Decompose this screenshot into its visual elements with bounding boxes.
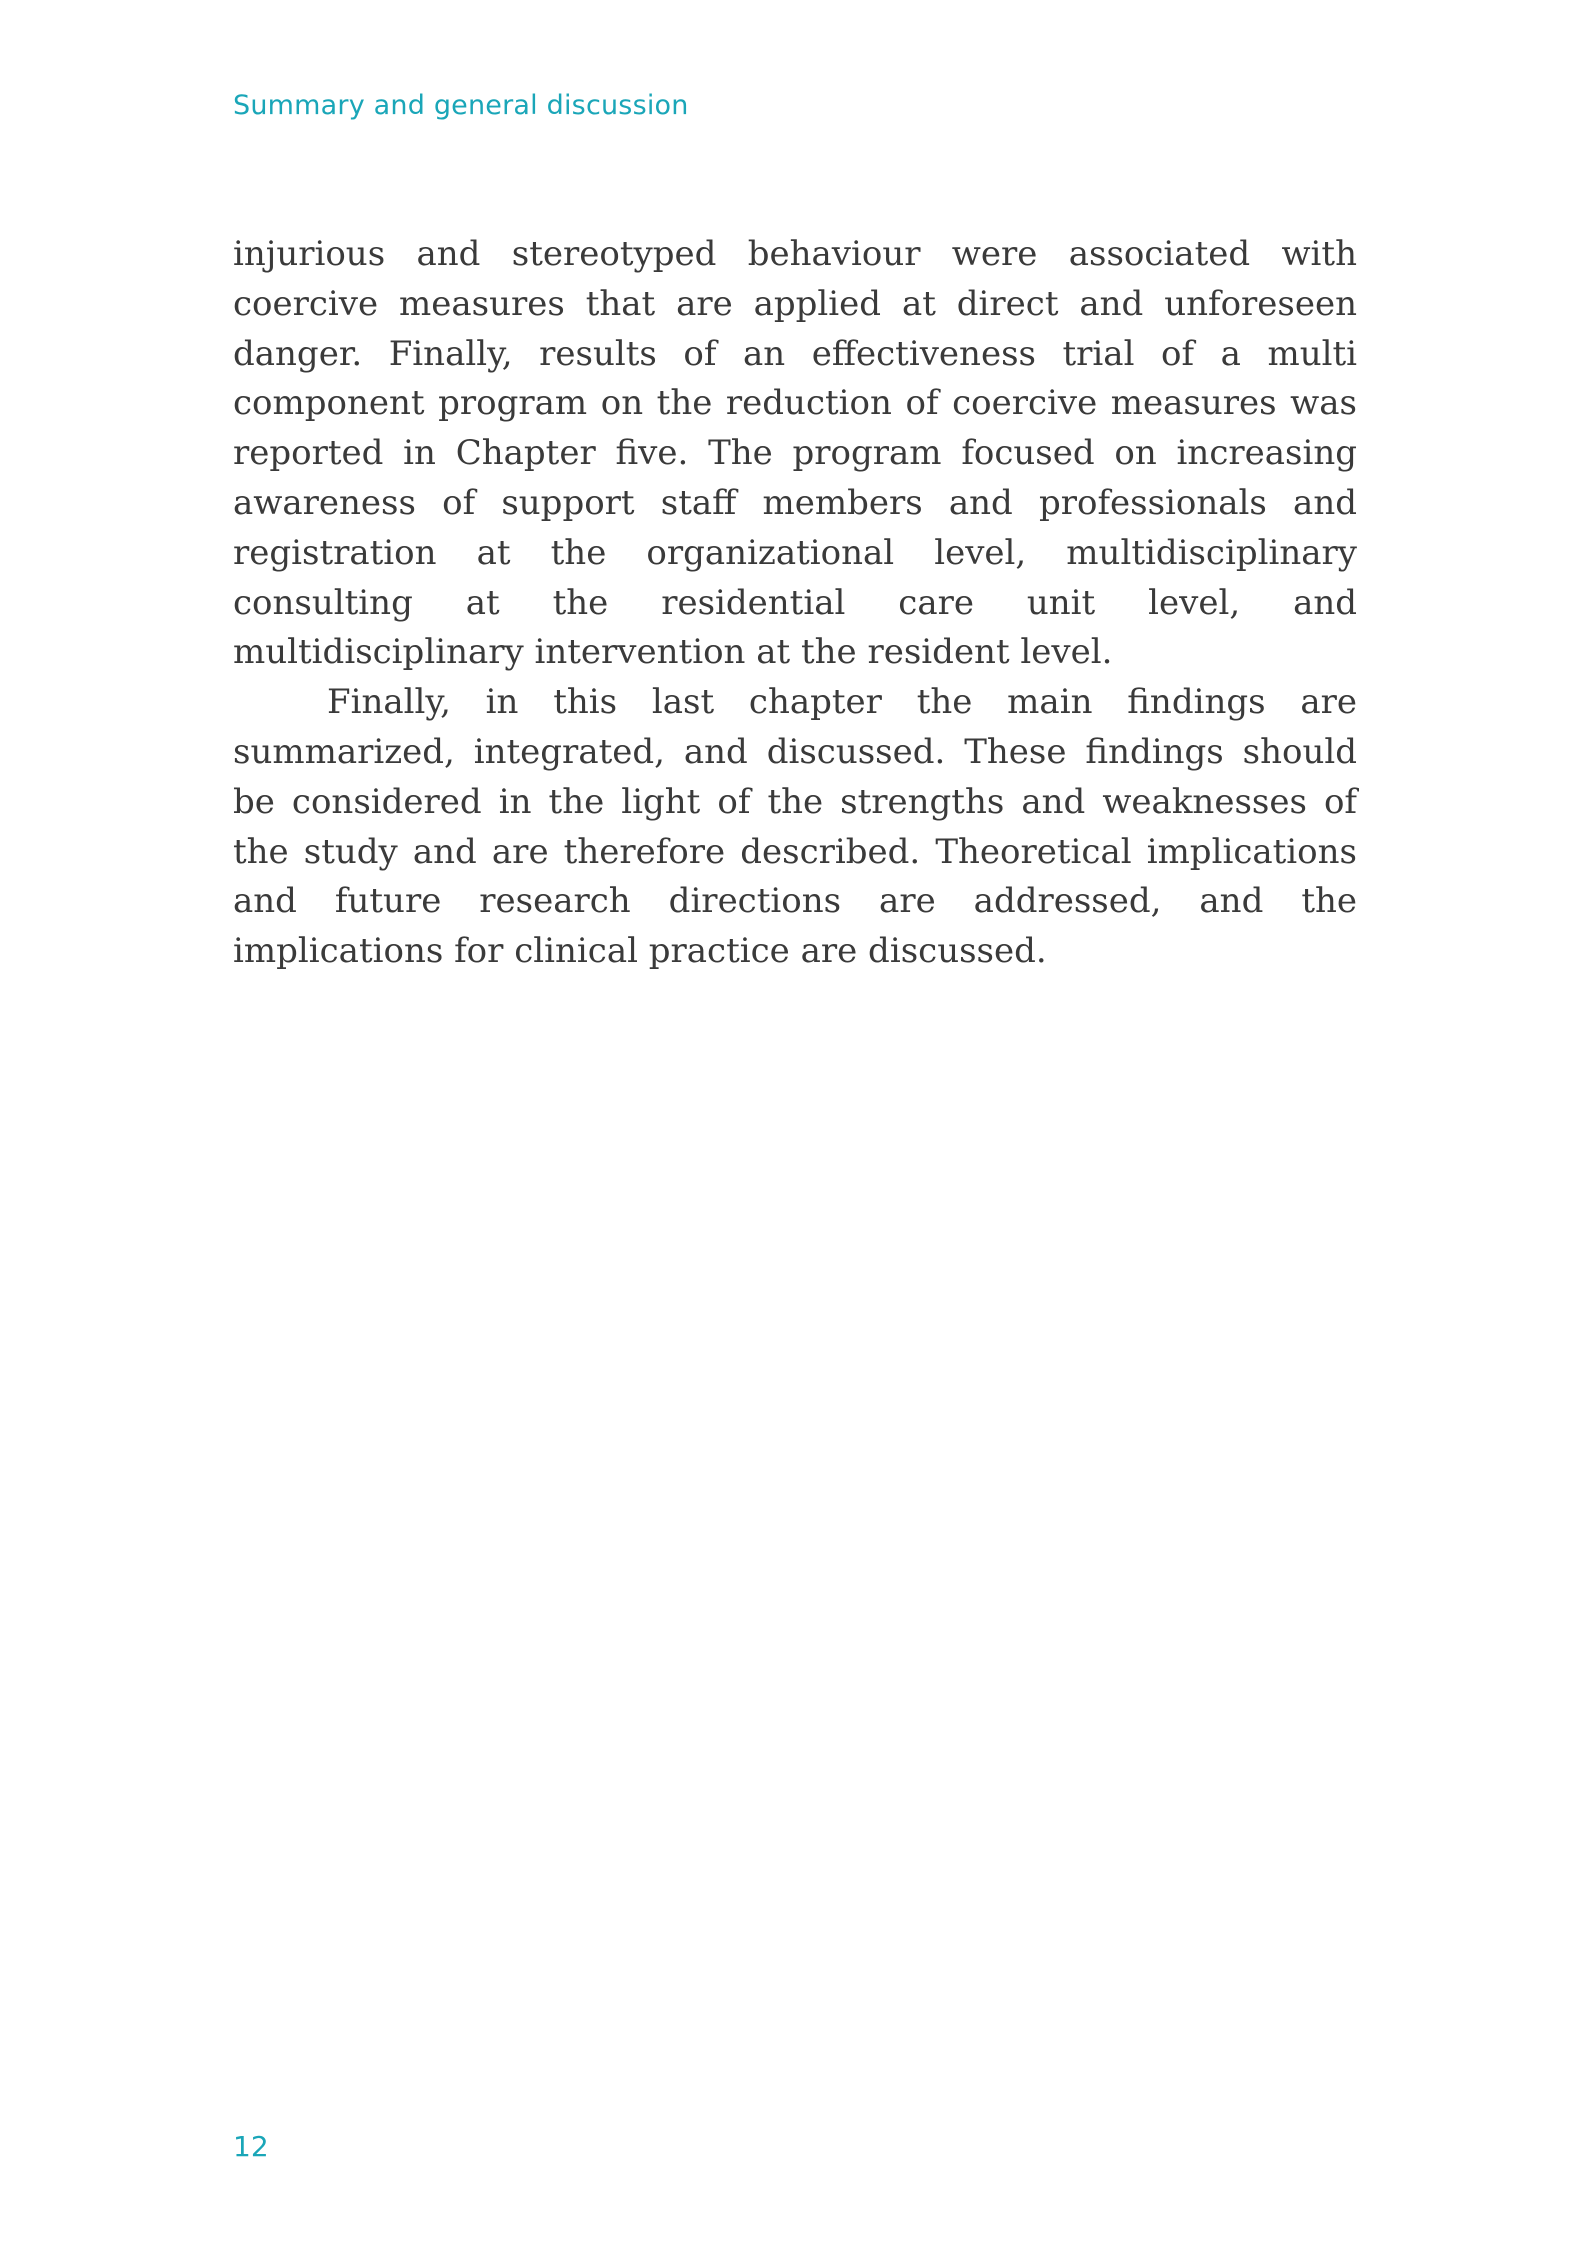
page-number: 12	[233, 2130, 269, 2163]
paragraph-continued: injurious and stereotyped behaviour were associated with coercive measures that are applied at direct and unforeseen danger. Finally, results of an effectiveness trial of a multi component program on the reduction of coercive measures was reported in Chapter five. The program focused on increasing awareness of support staff members and professionals and registration at the organizational level, multidisciplinary consulting at the residential care unit level, and multidisciplinary intervention at the resident level.	[233, 234, 1357, 673]
paragraph-closing: Finally, in this last chapter the main findings are summarized, integrated, and discussed. These findings should be considered in the light of the strengths and weaknesses of the study and are therefore described. Theoretical implications and future research directions are addressed, and the implications for clinical practice are discussed.	[233, 682, 1357, 972]
body-text	[233, 230, 1357, 977]
running-header: Summary and general discussion	[233, 90, 689, 121]
